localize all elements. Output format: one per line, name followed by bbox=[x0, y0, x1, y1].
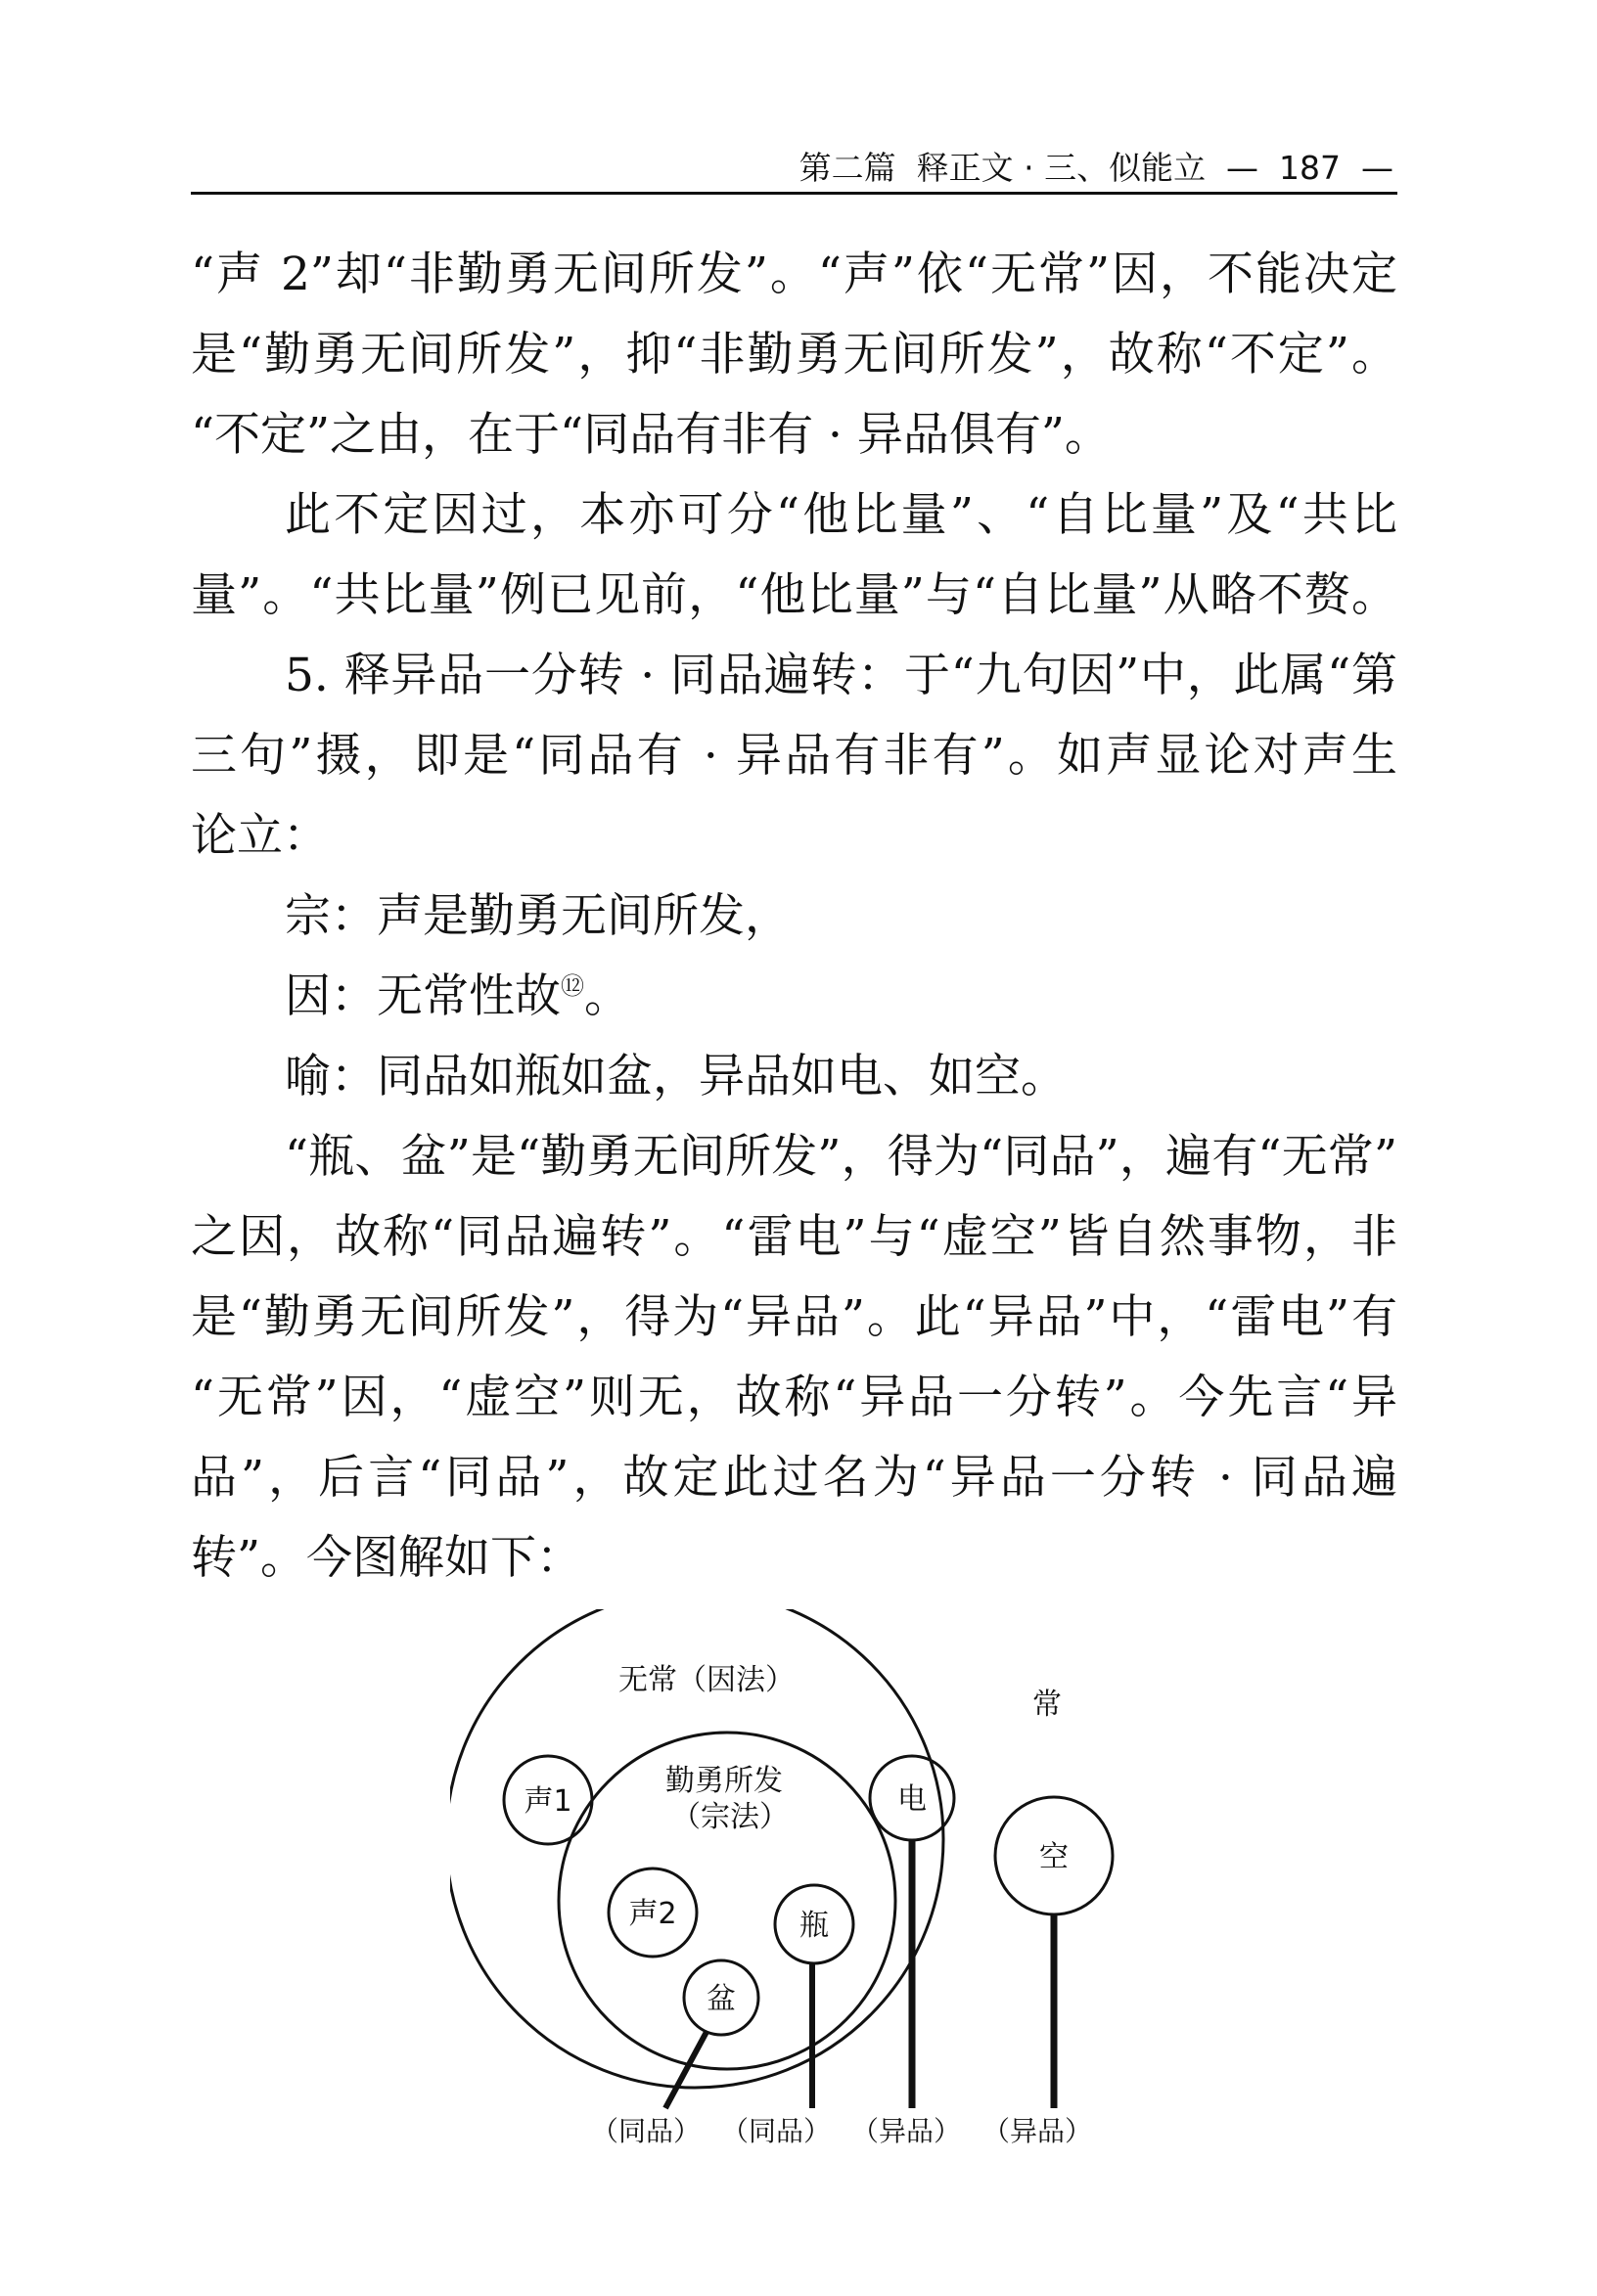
venn-diagram bbox=[450, 1609, 1155, 2157]
body-text bbox=[191, 235, 1397, 1598]
bottom-label-1: （同品） bbox=[590, 2115, 702, 2147]
text-line bbox=[191, 716, 1397, 796]
text-line bbox=[191, 1117, 1397, 1197]
bottom-label-2: （同品） bbox=[720, 2115, 832, 2147]
text-line bbox=[191, 796, 1397, 877]
text-line-content: 是“勤勇无间所发”，得为“异品”。此“异品”中，“雷电”有 bbox=[191, 1290, 1397, 1344]
text-line-content: “声 2”却“非勤勇无间所发”。“声”依“无常”因，不能决定 bbox=[191, 248, 1397, 301]
text-line-content: 之因，故称“同品遍转”。“雷电”与“虚空”皆自然事物，非 bbox=[191, 1210, 1397, 1264]
text-line-content: 是“勤勇无间所发”，抑“非勤勇无间所发”，故称“不定”。 bbox=[191, 328, 1397, 382]
text-line-content: 品”，后言“同品”，故定此过名为“异品一分转 · 同品遍 bbox=[191, 1451, 1397, 1505]
text-line-content: 宗：声是勤勇无间所发， bbox=[285, 889, 791, 943]
text-line-content: 量”。“共比量”例已见前，“他比量”与“自比量”从略不赘。 bbox=[191, 568, 1397, 622]
text-line-content: 三句”摄，即是“同品有 · 异品有非有”。如声显论对声生 bbox=[191, 729, 1397, 783]
text-line bbox=[191, 1037, 1397, 1117]
label-ping: 瓶 bbox=[799, 1909, 829, 1943]
text-line-content: 此不定因过，本亦可分“他比量”、“自比量”及“共比 bbox=[285, 488, 1397, 542]
label-sheng1: 声1 bbox=[524, 1784, 572, 1819]
outer-label: 无常（因法） bbox=[618, 1663, 795, 1697]
label-pen: 盆 bbox=[707, 1982, 736, 2016]
inner-label-1: 勤勇所发 bbox=[665, 1764, 783, 1798]
text-line-content: 5. 释异品一分转 · 同品遍转：于“九句因”中，此属“第 bbox=[285, 649, 1397, 702]
label-sheng2: 声2 bbox=[628, 1897, 677, 1931]
text-line-content: “瓶、盆”是“勤勇无间所发”，得为“同品”，遍有“无常” bbox=[285, 1130, 1397, 1184]
text-line bbox=[191, 877, 1397, 957]
text-line-content: “无常”因，“虚空”则无，故称“异品一分转”。今先言“异 bbox=[191, 1371, 1397, 1424]
label-kong: 空 bbox=[1039, 1840, 1069, 1874]
outside-label: 常 bbox=[1032, 1688, 1062, 1722]
text-line-tail: 。 bbox=[584, 969, 630, 1023]
text-line-content: “不定”之由，在于“同品有非有 · 异品俱有”。 bbox=[191, 408, 1111, 462]
text-line bbox=[191, 957, 1397, 1037]
text-line bbox=[191, 475, 1397, 556]
inner-label-2: （宗法） bbox=[671, 1800, 789, 1834]
footnote-marker[interactable]: ⑫ bbox=[561, 972, 584, 1000]
text-line-content: 论立： bbox=[191, 809, 329, 863]
text-line bbox=[191, 1278, 1397, 1358]
text-line-content: 因：无常性故 bbox=[285, 969, 561, 1023]
text-line bbox=[191, 556, 1397, 636]
text-line bbox=[191, 1518, 1397, 1598]
text-line bbox=[191, 1197, 1397, 1278]
text-line bbox=[191, 315, 1397, 395]
text-line bbox=[191, 636, 1397, 716]
text-line-content: 转”。今图解如下： bbox=[191, 1531, 583, 1585]
text-line bbox=[191, 235, 1397, 315]
text-line bbox=[191, 1438, 1397, 1518]
running-header bbox=[191, 149, 1397, 195]
label-dian: 电 bbox=[897, 1782, 927, 1817]
text-line-content: 喻：同品如瓶如盆，异品如电、如空。 bbox=[285, 1050, 1067, 1103]
connector-pen bbox=[665, 2032, 707, 2108]
text-line bbox=[191, 1358, 1397, 1438]
bottom-label-3: （异品） bbox=[850, 2115, 962, 2147]
text-line bbox=[191, 395, 1397, 475]
header-text: 第二篇 释正文 · 三、似能立 — 187 — bbox=[798, 149, 1393, 187]
bottom-label-4: （异品） bbox=[981, 2115, 1093, 2147]
